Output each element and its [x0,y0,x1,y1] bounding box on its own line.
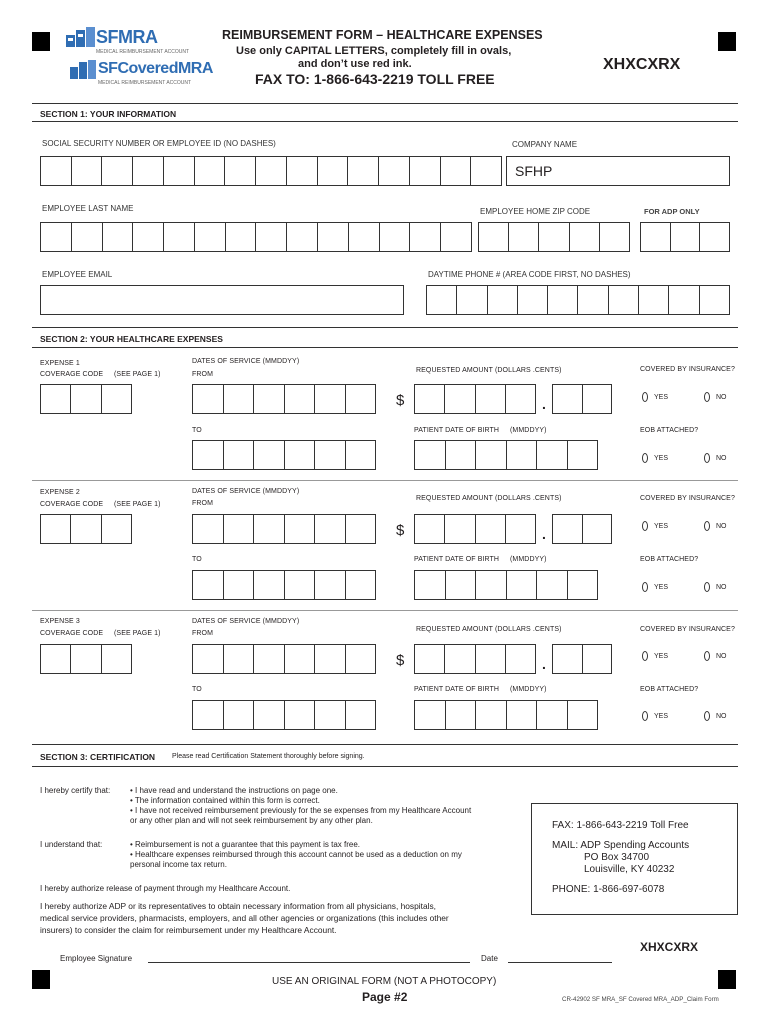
expense-1-coverage-code-label: COVERAGE CODE [40,371,104,378]
zip-code-input[interactable] [478,222,630,252]
authorize-adp-line: insurers) to consider the claim for reimbursement under my Healthcare Account. [40,925,337,935]
sfmra-logo-icon [66,27,96,49]
sfmra-logo [66,27,190,55]
expense-2-eob-yes-oval[interactable] [642,582,648,592]
authorize-release-text: I hereby authorize release of payment through my Healthcare Account. [40,884,291,893]
fax-to-line: FAX TO: 1-866-643-2219 TOLL FREE [255,71,495,87]
expense-2-eob-no-radio[interactable]: NO [704,582,727,592]
expense-1-dob-format: (MMDDYY) [510,427,547,434]
section1-bottom-rule [32,121,738,122]
expense-2-amount-cents-input[interactable] [552,514,612,544]
expense-2-to-date-input[interactable] [192,570,376,600]
expense-3-eob-label: EOB ATTACHED? [640,686,699,693]
email-input[interactable] [40,285,404,315]
certification-code: XHXCXRX [640,940,699,954]
authorize-adp-text [40,900,449,936]
page-number: Page #2 [362,990,408,1004]
expense-3-dates-label: DATES OF SERVICE (MMDDYY) [192,618,300,625]
expense-2-eob-label: EOB ATTACHED? [640,556,699,563]
expense-3-eob-no-radio[interactable]: NO [704,711,727,721]
expense-2-covered-label: COVERED BY INSURANCE? [640,495,735,502]
expense-2-dob-format: (MMDDYY) [510,556,547,563]
email-label: EMPLOYEE EMAIL [42,270,113,279]
certify-item: • The information contained within this form is correct. [130,796,320,805]
understand-label: I understand that: [40,840,103,849]
section2-bottom-rule [32,347,738,348]
signature-line[interactable] [148,962,470,963]
expense-3-see-page-label: (SEE PAGE 1) [114,630,161,637]
ssn-input[interactable] [40,156,502,186]
section3-note: Please read Certification Statement thoroughly before signing. [172,753,365,760]
expense-2-coverage-code-input[interactable] [40,514,132,544]
zip-code-label: EMPLOYEE HOME ZIP CODE [480,207,591,216]
expense-1-dob-label: PATIENT DATE OF BIRTH [414,427,500,434]
understand-item: • Reimbursement is not a guarantee that this payment is tax free. [130,840,361,849]
expense-1-eob-no-radio[interactable]: NO [704,453,727,463]
expense-3-to-label: TO [192,686,202,693]
expense-3-eob-yes-radio[interactable]: YES [642,711,668,721]
last-name-label: EMPLOYEE LAST NAME [42,204,134,213]
expense-3-dob-format: (MMDDYY) [510,686,547,693]
expense-1-dob-input[interactable] [414,440,598,470]
certify-label: I hereby certify that: [40,786,111,795]
expense-1-to-date-input[interactable] [192,440,376,470]
contact-mail-3: Louisville, KY 40232 [584,864,675,875]
section3-top-rule [32,744,738,745]
expense-3-eob-no-oval[interactable] [704,711,710,721]
contact-mail-1: MAIL: ADP Spending Accounts [552,840,690,851]
certify-item: • I have not received reimbursement previously for the se expenses from my Healthcare Account [130,806,472,815]
expense-2-coverage-code-label: COVERAGE CODE [40,501,104,508]
expense-2-eob-no-oval[interactable] [704,582,710,592]
expense-1-to-label: TO [192,427,202,434]
phone-label: DAYTIME PHONE # (AREA CODE FIRST, NO DASHES) [428,270,631,279]
expense-3-coverage-code-label: COVERAGE CODE [40,630,104,637]
sfcoveredmra-tagline: MEDICAL REIMBURSEMENT ACCOUNT [98,80,192,86]
phone-input[interactable] [426,285,730,315]
expense-3-covered-no-oval[interactable] [704,651,710,661]
expense-3-amount-label: REQUESTED AMOUNT (DOLLARS .CENTS) [416,626,562,633]
expense-1-eob-yes-oval[interactable] [642,453,648,463]
company-name-value: SFHP [515,163,553,179]
section1-heading: SECTION 1: YOUR INFORMATION [40,109,177,119]
expense-1-amount-label: REQUESTED AMOUNT (DOLLARS .CENTS) [416,367,562,374]
instructions-line-2: and don’t use red ink. [298,58,412,70]
certify-item: or any other plan and will not seek reimbursement by any other plan. [130,816,373,825]
expense-2-dates-label: DATES OF SERVICE (MMDDYY) [192,488,300,495]
contact-fax: FAX: 1-866-643-2219 Toll Free [552,820,689,831]
expense-2-covered-yes-oval[interactable] [642,521,648,531]
section1-top-rule [32,103,738,104]
certify-list [130,786,471,826]
registration-mark-top-left [32,32,50,51]
ssn-label: SOCIAL SECURITY NUMBER OR EMPLOYEE ID (NO DASHES) [42,139,276,148]
expense-3-covered-yes-radio[interactable]: YES [642,651,668,661]
expense-3-from-date-input[interactable] [192,644,376,674]
expense-1-coverage-code-input[interactable] [40,384,132,414]
expense-2-to-label: TO [192,556,202,563]
understand-item: personal income tax return. [130,860,227,869]
expense-1-decimal-point: . [542,396,546,412]
expense-2-eob-yes-radio[interactable]: YES [642,582,668,592]
form-title: REIMBURSEMENT FORM – HEALTHCARE EXPENSES [222,28,543,42]
for-adp-only-label: FOR ADP ONLY [644,207,700,216]
authorize-adp-line: medical service providers, pharmacists, employers, and all other agencies or organizations (this includes other [40,913,449,923]
expense-1-covered-no-oval[interactable] [704,392,710,402]
form-id: CR-42902 SF MRA_SF Covered MRA_ADP_Claim Form [562,996,719,1003]
form-code: XHXCXRX [603,56,681,73]
expense-1-see-page-label: (SEE PAGE 1) [114,371,161,378]
expense-1-amount-dollars-input[interactable] [414,384,536,414]
registration-mark-bottom-right [718,970,736,989]
expense-3-from-label: FROM [192,630,214,637]
expense-3-amount-dollars-input[interactable] [414,644,536,674]
expense-2-see-page-label: (SEE PAGE 1) [114,501,161,508]
instructions-line-1: Use only CAPITAL LETTERS, completely fill in ovals, [236,45,512,57]
expense-2-covered-no-radio[interactable]: NO [704,521,727,531]
sfcoveredmra-logo-text: SFCoveredMRA [98,60,213,77]
sfmra-logo-text: SFMRA [96,27,158,47]
expense-1-eob-yes-radio[interactable]: YES [642,453,668,463]
expense-2-from-date-input[interactable] [192,514,376,544]
adp-only-boxes [640,222,730,252]
original-form-notice: USE AN ORIGINAL FORM (NOT A PHOTOCOPY) [272,976,497,987]
expense-3-decimal-point: . [542,656,546,672]
expense-3-coverage-code-input[interactable] [40,644,132,674]
certify-item: • I have read and understand the instructions on page one. [130,786,338,795]
expense-1-from-label: FROM [192,371,214,378]
contact-phone: PHONE: 1-866-697-6078 [552,884,665,895]
expense-3-dob-label: PATIENT DATE OF BIRTH [414,686,500,693]
expense-1-covered-yes-radio[interactable]: YES [642,392,668,402]
expense-2-amount-label: REQUESTED AMOUNT (DOLLARS .CENTS) [416,495,562,502]
expense-3-to-date-input[interactable] [192,700,376,730]
expense-2-dollar-sign: $ [396,522,405,539]
sfmra-tagline: MEDICAL REIMBURSEMENT ACCOUNT [96,49,190,55]
expense-3-covered-label: COVERED BY INSURANCE? [640,626,735,633]
sfcoveredmra-logo [70,60,213,86]
section2-heading: SECTION 2: YOUR HEALTHCARE EXPENSES [40,334,223,344]
expense-1-covered-label: COVERED BY INSURANCE? [640,366,735,373]
expense-3-label: EXPENSE 3 [40,618,80,625]
date-line[interactable] [508,962,612,963]
expense-1-dates-label: DATES OF SERVICE (MMDDYY) [192,358,300,365]
authorize-adp-line: I hereby authorize ADP or its representatives to obtain necessary information from all physicians, hospitals, [40,901,436,911]
company-name-field[interactable] [506,156,730,186]
expense-3-eob-yes-oval[interactable] [642,711,648,721]
last-name-input[interactable] [40,222,472,252]
date-label: Date [481,954,498,963]
contact-box [531,803,738,915]
expense-1-label: EXPENSE 1 [40,360,80,367]
expense-3-covered-yes-oval[interactable] [642,651,648,661]
expense-1-covered-no-radio[interactable]: NO [704,392,727,402]
registration-mark-bottom-left [32,970,50,989]
expense-1-amount-cents-input[interactable] [552,384,612,414]
expense-2-covered-no-oval[interactable] [704,521,710,531]
expense-2-dob-input[interactable] [414,570,598,600]
expense-3-amount-cents-input[interactable] [552,644,612,674]
expense-1-covered-yes-oval[interactable] [642,392,648,402]
sfcoveredmra-logo-icon [70,60,98,80]
expense-1-eob-no-oval[interactable] [704,453,710,463]
company-name-label: COMPANY NAME [512,140,578,149]
understand-list [130,840,462,870]
expense-3-covered-no-radio[interactable]: NO [704,651,727,661]
contact-mail-2: PO Box 34700 [584,852,650,863]
expense-2-label: EXPENSE 2 [40,489,80,496]
expense-2-from-label: FROM [192,500,214,507]
expense-1-divider [32,480,738,481]
expense-1-dollar-sign: $ [396,392,405,409]
section3-bottom-rule [32,766,738,767]
expense-2-decimal-point: . [542,526,546,542]
registration-mark-top-right [718,32,736,51]
section3-heading: SECTION 3: CERTIFICATION [40,752,156,762]
expense-3-dob-input[interactable] [414,700,598,730]
signature-label: Employee Signature [60,954,133,963]
expense-2-dob-label: PATIENT DATE OF BIRTH [414,556,500,563]
understand-item: • Healthcare expenses reimbursed through this account cannot be used as a deduction on my [130,850,462,859]
expense-1-from-date-input[interactable] [192,384,376,414]
expense-1-eob-label: EOB ATTACHED? [640,427,699,434]
expense-3-dollar-sign: $ [396,652,405,669]
section2-top-rule [32,327,738,328]
expense-2-divider [32,610,738,611]
expense-2-amount-dollars-input[interactable] [414,514,536,544]
expense-2-covered-yes-radio[interactable]: YES [642,521,668,531]
